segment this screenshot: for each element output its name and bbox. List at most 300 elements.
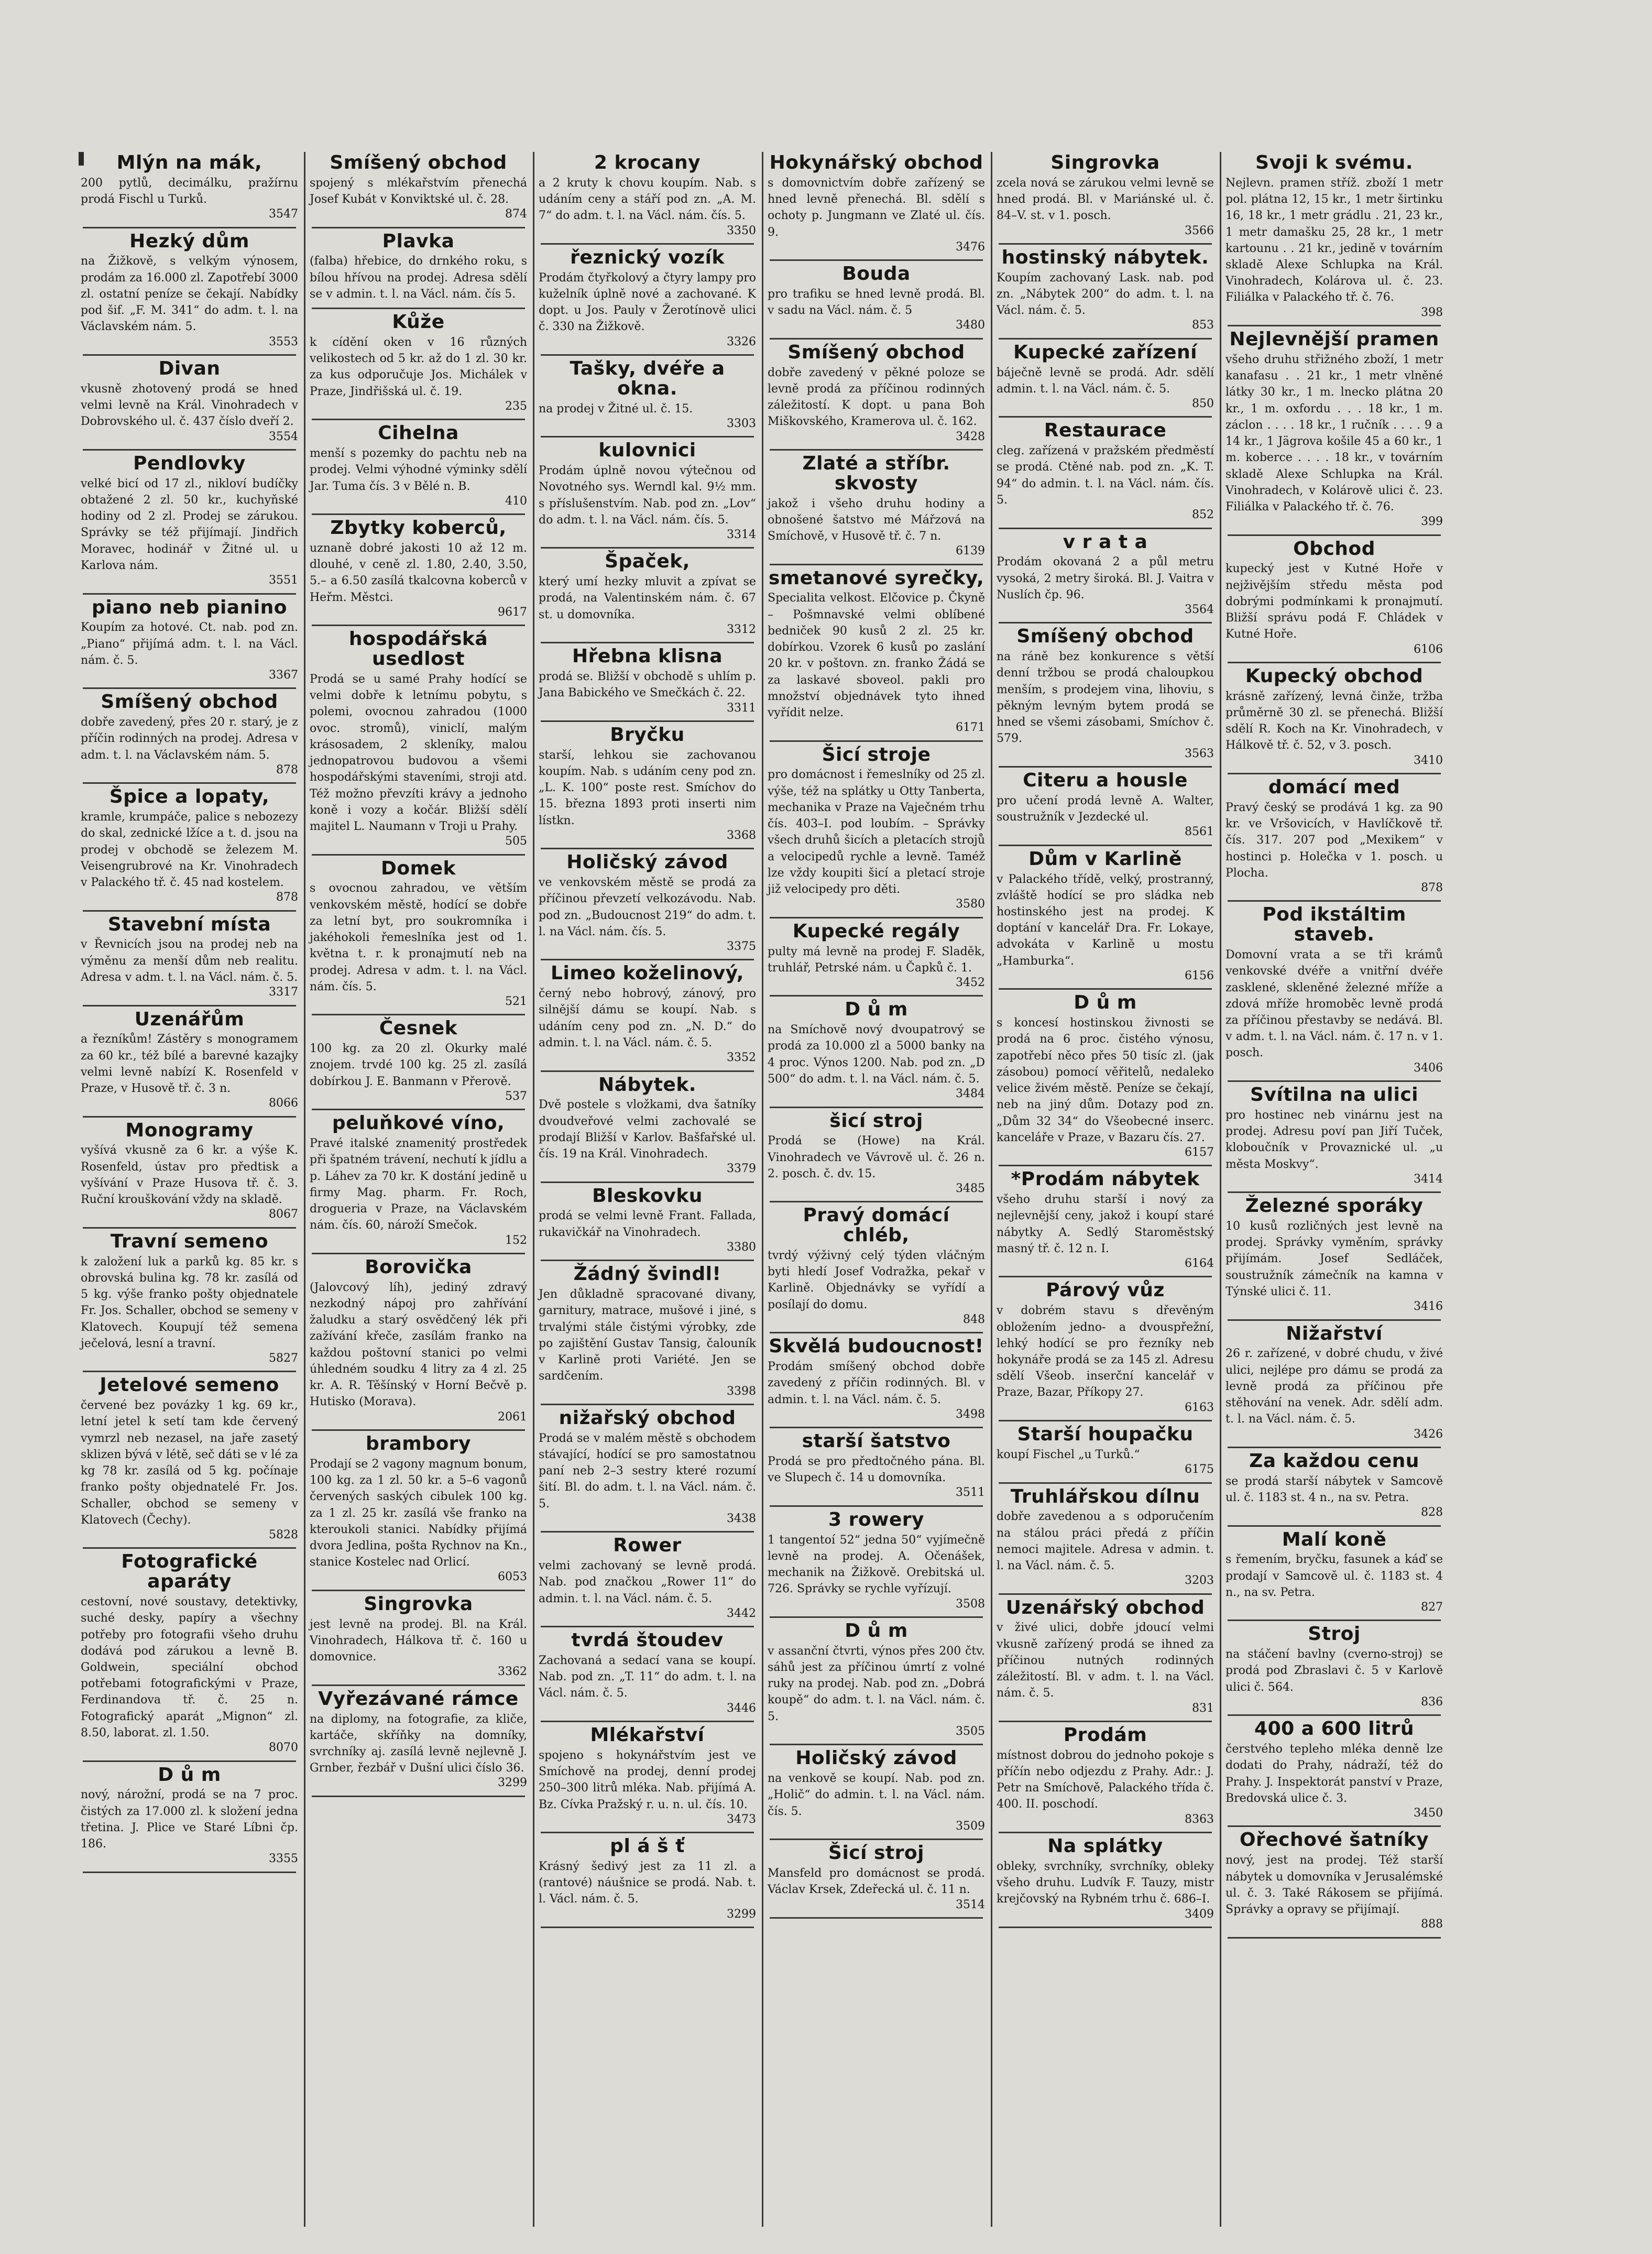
- ad-number: 3511: [956, 1486, 985, 1500]
- ad-title: Hřebna klisna: [572, 645, 723, 668]
- column-5: [994, 152, 1216, 2227]
- ad-number: 3416: [1414, 1300, 1443, 1314]
- ad-number: 8070: [269, 1741, 298, 1755]
- ad-separator: [83, 1227, 296, 1229]
- ad-body: obleky, svrchníky, svrchníky, obleky všeho druhu. Ludvík F. Tauzy, mistr krejčovský na Rybném trhu č. 686–I.: [997, 1859, 1214, 1906]
- ad-body: 26 r. zařízené, v dobré chudu, v živé ulici, nejlépe pro dámu se prodá za levně prodá za příčinou pře stěhování na venek. Adr. sdělí adm. t. l. na Václ. nám. č. 5.: [1226, 1347, 1443, 1426]
- classified-ad: [997, 1598, 1214, 1715]
- ad-body: v Řevnicích jsou na prodej neb na výměnu za menší dům neb realitu. Adresa v adm. t. l. na Václ. nám. č. 5.: [81, 938, 298, 984]
- ad-title: Hezký dům: [129, 230, 249, 252]
- ad-body: Zachovaná a sedací vana se koupí. Nab. pod zn. „T. 11“ do adm. t. l. na Václ. nám. č. 5.: [539, 1654, 756, 1700]
- ad-separator: [541, 243, 754, 245]
- ad-body: prodá se velmi levně Frant. Fallada, rukavičkář na Vinohradech.: [539, 1209, 756, 1239]
- ad-number: 3311: [727, 701, 756, 715]
- ad-title: Nábytek.: [598, 1074, 696, 1096]
- ad-separator: [1228, 1080, 1441, 1082]
- ad-title: tvrdá štoudev: [571, 1629, 724, 1651]
- ad-body: Jen důkladně spracované divany, garnitury, matrace, mušové i jiné, s trvalými stále čistými výrobky, zde po zajištění Gustav Tansig, čalouník v Karlině proti Variété. Jen se sardčením.: [539, 1288, 756, 1383]
- ad-body: dobře zavedený v pěkné poloze se levně prodá za příčinou rodinných záležitostí. K dopt. u pana Boh Miškovského, Kramerova ul. č. 162.: [768, 366, 985, 429]
- ad-number: 6164: [1185, 1257, 1214, 1271]
- ad-title: Stavební místa: [107, 913, 271, 935]
- ad-number: 3368: [727, 828, 756, 842]
- ad-separator: [999, 988, 1212, 990]
- classified-ad: [768, 1510, 985, 1611]
- ad-body: čerstvého tepleho mléka denně lze dodati do Prahy, nádraží, též do Prahy. J. Inspektorát panství v Praze, Bredovská ulice č. 3.: [1226, 1743, 1443, 1805]
- ad-separator: [999, 1593, 1212, 1595]
- ad-title: Nižařství: [1286, 1322, 1383, 1344]
- ad-number: 8363: [1185, 1812, 1214, 1826]
- ad-body: kramle, krumpáče, palice s nebozezy do skal, zednické lžíce a t. d. jsou na prodej v obchodě se železem M. Veisengrubrové na Kr. Vinohradech v Palackého tř. č. 45 nad kostelem.: [81, 811, 298, 890]
- classified-ad: [768, 1621, 985, 1738]
- ad-number: 3508: [956, 1597, 985, 1611]
- ad-separator: [770, 449, 983, 451]
- classified-ad: [1226, 1451, 1443, 1520]
- ad-title: Prodám: [1063, 1724, 1147, 1746]
- ad-separator: [999, 528, 1212, 529]
- ad-title: Singrovka: [364, 1593, 473, 1615]
- ad-body: v dobrém stavu s dřevěným obložením jedno- a dvouspřežní, lehký hodící se pro řezníky neb hokynáře prodá se za 145 zl. Adresu sdělí Všeob. inserční kancelář v Praze, Bazar, Příkopy 27.: [997, 1304, 1214, 1399]
- ad-title: 400 a 600 litrů: [1254, 1718, 1414, 1740]
- classified-ad: [768, 568, 985, 735]
- classified-ad: [997, 1169, 1214, 1271]
- ad-separator: [1228, 900, 1441, 902]
- ad-body: dobře zavedený, přes 20 r. starý, je z příčin rodinných na prodej. Adresa v adm. t. l. na Václavském nám. 5.: [81, 716, 298, 762]
- ad-title: domácí med: [1268, 776, 1401, 798]
- ad-body: který umí hezky mluvit a zpívat se prodá, na Valentinském nám. č. 67 st. u domovníka.: [539, 575, 756, 621]
- ad-body: pro trafiku se hned levně prodá. Bl. v sadu na Václ. nám. č. 5: [768, 287, 985, 318]
- classified-ad: [81, 598, 298, 683]
- ad-separator: [770, 740, 983, 742]
- ad-number: 3299: [727, 1907, 756, 1921]
- column-rule: [991, 152, 992, 2227]
- classified-ad: [81, 1765, 298, 1866]
- ad-title: Ořechové šatníky: [1239, 1829, 1429, 1851]
- ad-body: s domovnictvím dobře zařízený se hned levně přenechá. Bl. sdělí s ochoty p. Jungmann ve Zlaté ul. čís. 9.: [768, 176, 985, 239]
- classified-ad: [997, 849, 1214, 983]
- classified-ad: [997, 248, 1214, 333]
- ad-separator: [312, 308, 525, 309]
- ad-separator: [770, 1839, 983, 1840]
- ad-number: 521: [505, 995, 527, 1009]
- ad-body: uznaně dobré jakosti 10 až 12 m. dlouhé, v ceně zl. 1.80, 2.40, 3.50, 5.– a 6.50 zasílá tkalcovna koberců v Heřm. Městci.: [310, 541, 527, 604]
- ad-body: na prodej v Žitné ul. č. 15.: [539, 402, 693, 415]
- ad-body: Koupím zachovaný Lask. nab. pod zn. „Nábytek 200“ do adm. t. l. na Václ. nám. č. 5.: [997, 271, 1214, 318]
- ad-separator: [999, 622, 1212, 623]
- ad-body: velké bicí od 17 zl., nikloví budíčky obtažené 2 zl. 50 kr., kuchyňské hodiny od 2 zl. Prodej se zárukou. Správky se též přijímají. Jindřich Moravec, hodinář v Žitné ul. u Karlova nám.: [81, 477, 298, 572]
- ad-separator: [1228, 1825, 1441, 1827]
- ad-number: 399: [1421, 515, 1443, 529]
- ad-separator: [312, 1684, 525, 1686]
- ad-title: kulovnici: [598, 440, 696, 462]
- ad-separator: [999, 1927, 1212, 1928]
- ad-title: Špaček,: [605, 551, 690, 573]
- ad-number: 3203: [1185, 1574, 1214, 1588]
- ad-title: Zbytky koberců,: [330, 517, 507, 539]
- ad-number: 3514: [956, 1898, 985, 1911]
- ad-title: Skvělá budoucnost!: [769, 1336, 984, 1358]
- ad-number: 3498: [956, 1407, 985, 1421]
- ad-separator: [541, 1404, 754, 1405]
- classified-ad: [539, 1536, 756, 1621]
- classified-ad: [310, 423, 527, 508]
- ad-title: Smíšený obchod: [330, 152, 507, 173]
- ad-body: 200 pytlů, decimálku, pražírnu prodá Fischl u Turků.: [81, 176, 298, 206]
- ad-body: Prodám čtyřkolový a čtyry lampy pro kuželník úplně nové a zachované. K dopt. u Jos. Pauly v Žerotínově ulici č. 330 na Žižkově.: [539, 271, 756, 334]
- ad-title: Nejlevnější pramen: [1229, 329, 1439, 351]
- ad-number: 852: [1192, 508, 1214, 522]
- ad-number: 3398: [727, 1384, 756, 1398]
- classified-ad: [310, 312, 527, 413]
- ad-number: 3326: [727, 335, 756, 348]
- column-rule: [762, 152, 763, 2227]
- classified-ad: [310, 629, 527, 848]
- classified-ad: [310, 1257, 527, 1424]
- ad-body: jest levně na prodej. Bl. na Král. Vinohradech, Hálkova tř. č. 160 u domovnice.: [310, 1617, 527, 1664]
- ad-separator: [312, 227, 525, 228]
- ad-separator: [770, 259, 983, 261]
- ad-body: dobře zavedenou a s odporučením na stálou práci předá z příčin nemoci majitele. Adresa v admin. t. l. na Václ. nám. č. 5.: [997, 1510, 1214, 1572]
- ad-body: Prodá se u samé Prahy hodící se velmi dobře k letnímu pobytu, s polemi, ovocnou zahradou (1000 ovoc. stromů), viniclí, malým krásosadem, 2 skleníky, malou jednopatrovou budovou a všemi hospodářskými staveními, stroji atd. Též možno převzíti krávy a jednoho koně i vozy a kočár. Bližší sdělí majitel L. Naumann v Troji u Prahy.: [310, 672, 527, 833]
- ad-separator: [312, 1796, 525, 1797]
- ad-body: Koupím za hotové. Ct. nab. pod zn. „Piano“ přijímá adm. t. l. na Václ. nám. č. 5.: [81, 621, 298, 667]
- ad-body: spojeno s hokynářstvím jest ve Smíchově na prodej, denní prodej 250–300 litrů mléka. Nab. přijímá A. Bz. Cívka Pražský r. u. n. ul. čís. 10.: [539, 1748, 756, 1811]
- ad-number: 6053: [498, 1570, 527, 1584]
- ad-separator: [312, 1014, 525, 1015]
- ad-body: velmi zachovaný se levně prodá. Nab. pod značkou „Rower 11“ do admin. t. l. na Václ. nám. č. 5.: [539, 1559, 756, 1605]
- ad-title: Obchod: [1293, 538, 1375, 560]
- ad-title: Bryčku: [610, 724, 685, 746]
- ad-number: 3484: [956, 1087, 985, 1101]
- ad-number: 3554: [269, 430, 298, 443]
- ad-title: Šicí stroje: [822, 743, 931, 765]
- ad-body: na venkově se koupí. Nab. pod zn. „Holič“ do admin. t. l. na Václ. nám. čís. 5.: [768, 1772, 985, 1818]
- ad-separator: [83, 1371, 296, 1372]
- ad-body: 1 tangentoí 52“ jedna 50“ vyjímečně levně na prodej. A. Očenášek, mechanik na Žižkově. Orebitská ul. 726. Správky se rychle vyřízují.: [768, 1533, 985, 1596]
- ad-separator: [312, 625, 525, 626]
- classified-ad: [997, 1281, 1214, 1415]
- ad-title: brambory: [365, 1433, 472, 1454]
- ad-title: 3 rowery: [828, 1508, 924, 1530]
- ad-number: 398: [1421, 305, 1443, 319]
- ad-title: Stroj: [1308, 1623, 1361, 1645]
- classified-ad: [539, 552, 756, 637]
- ad-title: peluňkové víno,: [332, 1112, 505, 1134]
- ad-number: 3452: [956, 976, 985, 989]
- classified-ad: [997, 771, 1214, 839]
- ad-title: Plavka: [382, 230, 455, 252]
- ad-separator: [541, 1832, 754, 1833]
- classified-ad: [539, 725, 756, 842]
- classified-ad: [997, 1487, 1214, 1588]
- ad-number: 8066: [269, 1097, 298, 1110]
- ad-body: nový, nárožní, prodá se na 7 proc. čistých za 17.000 zl. k složení jedna třetina. J. Plice ve Staré Líbni čp. 186.: [81, 1788, 298, 1851]
- ad-separator: [541, 959, 754, 960]
- ad-number: 828: [1421, 1506, 1443, 1519]
- ad-body: na Smíchově nový dvoupatrový se prodá za 10.000 zl a 5000 banky na 4 proc. Výnos 1200. Nab. pod zn. „D 500“ do adm. t. l. na Václ. nám. č. 5.: [768, 1023, 985, 1086]
- ad-number: 3299: [498, 1776, 527, 1790]
- ad-number: 3476: [956, 240, 985, 254]
- ad-body: pro domácnost i řemeslníky od 25 zl. výše, též na splátky u Otty Tanberta, mechanika v Praze na Vaječném trhu čís. 403–I. pod loubím. – Správky všech druhů šicích a pletacích strojů a velocipedů rychle a levně. Taméž lze vždy koupiti šicí a pletací stroje již velocipedy pro děti.: [768, 768, 985, 896]
- ad-separator: [999, 1832, 1212, 1833]
- ad-number: 3312: [727, 622, 756, 636]
- ad-title: D ů m: [845, 1620, 908, 1642]
- ad-number: 3442: [727, 1606, 756, 1620]
- ad-separator: [1228, 1620, 1441, 1621]
- ad-title: Rower: [613, 1535, 682, 1557]
- ad-number: 3409: [1185, 1907, 1214, 1921]
- classified-ad: [997, 1836, 1214, 1921]
- ad-separator: [999, 1165, 1212, 1166]
- ad-separator: [83, 227, 296, 228]
- ad-title: Kupecké zařízení: [1013, 341, 1198, 363]
- classified-ad: [310, 1434, 527, 1584]
- ad-separator: [999, 845, 1212, 846]
- ad-number: 3480: [956, 319, 985, 332]
- ad-number: 836: [1421, 1695, 1443, 1709]
- ad-separator: [999, 1721, 1212, 1722]
- ad-body: Specialita velkost. Elčovice p. Čkyně – Pošmnavské velmi oblíbené bedniček 90 kusů 2 zl. 25 kr. dobírkou. Vzorek 6 kusů po zaslání 20 kr. v poštovn. zn. franko Žádá se za laskavé sboveol. pakli pro množství objednávek tyto ihned vyřídit nelze.: [768, 592, 985, 720]
- ad-number: 3580: [956, 898, 985, 911]
- ad-body: se prodá starší nábytek v Samcově ul. č. 1183 st. 4 n., na sv. Petra.: [1226, 1474, 1443, 1504]
- classified-ad: [539, 1725, 756, 1826]
- ad-separator: [770, 1332, 983, 1333]
- classified-ad: [997, 993, 1214, 1159]
- ad-body: pulty má levně na prodej F. Sladěk, truhlář, Petrské nám. u Čapků č. 1.: [768, 945, 985, 975]
- classified-ad: [81, 1121, 298, 1222]
- ad-separator: [83, 1547, 296, 1549]
- ad-separator: [999, 243, 1212, 245]
- ad-number: 3406: [1414, 1061, 1443, 1075]
- ad-number: 3509: [956, 1819, 985, 1833]
- ad-separator: [541, 642, 754, 643]
- ad-separator: [83, 1872, 296, 1873]
- classified-ad: [310, 518, 527, 619]
- ad-title: Kupecký obchod: [1245, 665, 1424, 687]
- column-rule: [1220, 152, 1221, 2227]
- classified-ad: [539, 964, 756, 1065]
- ad-number: 6106: [1414, 642, 1443, 656]
- ad-body: 10 kusů rozličných jest levně na prodej. Správky vyměním, správky přijímám. Josef Sedláček, soustružník zámečník na kamna v Týnské ulici č. 11.: [1226, 1219, 1443, 1298]
- ad-body: Prodají se 2 vagony magnum bonum, 100 kg. za 1 zl. 50 kr. a 5–6 vagonů červených saských cibulek 100 kg. za 1 zl. 25 kr. zasílá vše franko na kteroukoli stanici. Nabídky přijímá dvora Jedlina, pošta Rychnov na Kn., stanice Kostelec nad Orlicí.: [310, 1457, 527, 1569]
- ad-separator: [1228, 1714, 1441, 1716]
- ad-body: Nejlevn. pramen stříž. zboží 1 metr pol. plátna 12, 15 kr., 1 metr širtinku 16, 18 kr., 1 metr grádlu . 21, 23 kr., 1 metr damašku 25, 28 kr., 1 metr kartounu . . 21 kr., jedině v továrním skladě Alexe Schlupka na Král. Vinohradech, Kolárova ul. č. 23. Filiálka v Palackého tř. č. 76.: [1226, 176, 1443, 304]
- ad-separator: [770, 564, 983, 565]
- ad-number: 3380: [727, 1240, 756, 1254]
- classified-ad: [539, 1836, 756, 1921]
- ad-number: 3566: [1185, 224, 1214, 237]
- ad-title: Borovička: [365, 1256, 472, 1278]
- classified-ad: [997, 627, 1214, 761]
- ad-body: Mansfeld pro domácnost se prodá. Václav Krsek, Zdeřecká ul. č. 11 n.: [768, 1867, 985, 1897]
- ad-separator: [1228, 773, 1441, 774]
- ad-body: menší s pozemky do pachtu neb na prodej. Velmi výhodné výminky sdělí Jar. Tuma čís. 3 v Bělé n. B.: [310, 447, 527, 493]
- ad-number: 3485: [956, 1182, 985, 1195]
- ad-body: k cídění oken v 16 různých velikostech od 5 kr. až do 1 zl. 30 kr. za kus odporučuje Jos. Michálek v Praze, Jindřišská ul. č. 19.: [310, 335, 527, 398]
- ad-separator: [1228, 1447, 1441, 1448]
- ad-separator: [999, 766, 1212, 768]
- ad-body: na stáčení bavlny (cverno-stroj) se prodá pod Zbraslavi č. 5 v Karlově ulici č. 564.: [1226, 1648, 1443, 1694]
- ad-body: a 2 kruty k chovu koupím. Nab. s udáním ceny a stáří pod zn. „A. M. 7“ do adm. t. l. na Václ. nám. čís. 5.: [539, 176, 756, 223]
- ad-separator: [1228, 534, 1441, 536]
- ad-number: 3355: [269, 1852, 298, 1866]
- classified-ad: [1226, 1530, 1443, 1615]
- classified-ad: [997, 1425, 1214, 1476]
- ad-title: Šicí stroj: [828, 1842, 924, 1864]
- ad-separator: [770, 1616, 983, 1618]
- ad-title: D ů m: [845, 999, 908, 1021]
- ad-body: Domovní vrata a se tři krámů venkovské dvéře a vnitřní dvéře zasklené, skleněné železné mříže a zdová mříže hromoběc levně prodá za příčinou přestavby se nedává. Bl. v adm. t. l. na Václ. nám. č. 17 n. v 1. posch.: [1226, 948, 1443, 1060]
- ad-separator: [1228, 662, 1441, 663]
- classified-ad: [539, 1408, 756, 1526]
- ad-number: 827: [1421, 1601, 1443, 1614]
- ad-body: cestovní, nové soustavy, detektivky, suché desky, papíry a všechny potřeby pro fotografii všeho druhu dodává pod zárukou a levně B. Goldwein, speciální obchod potřebami fotografickými v Praze, Ferdinandova tř. č. 25 n. Fotografický aparát „Mignon“ zl. 8.50, laborat. zl. 1.50.: [81, 1595, 298, 1739]
- ad-body: v assanční čtvrti, výnos přes 200 čtv. sáhů jest za příčinou úmrtí z volné ruky na prodej. Nab. pod zn. „Dobrá koupě“ do adm. t. l. na Václ. nám. č. 5.: [768, 1644, 985, 1723]
- ad-title: pl á š ť: [610, 1835, 685, 1857]
- ad-number: 3414: [1414, 1172, 1443, 1186]
- ad-number: 3317: [269, 986, 298, 999]
- ad-separator: [541, 1927, 754, 1928]
- classified-ad: [81, 359, 298, 444]
- ad-separator: [1228, 325, 1441, 326]
- ad-title: Uzenářům: [134, 1008, 245, 1030]
- ad-number: 9617: [498, 605, 527, 619]
- ad-separator: [83, 593, 296, 595]
- column-1: [79, 152, 300, 2227]
- classified-ad: [539, 852, 756, 954]
- classified-ad: [997, 1725, 1214, 1826]
- ad-separator: [999, 1276, 1212, 1277]
- ad-title: Monogramy: [125, 1119, 254, 1141]
- ad-separator: [83, 1005, 296, 1006]
- ad-separator: [541, 436, 754, 437]
- ad-separator: [312, 854, 525, 856]
- ad-title: Pravý domácí chléb,: [803, 1205, 950, 1246]
- ad-title: Svoji k svému.: [1255, 152, 1413, 173]
- classified-ad: [539, 153, 756, 238]
- ad-body: pro učení prodá levně A. Walter, soustružník v Jezdecké ul.: [997, 794, 1214, 824]
- ad-separator: [1228, 1191, 1441, 1193]
- classified-ad: [81, 1552, 298, 1755]
- ad-separator: [1228, 1937, 1441, 1939]
- ad-body: červené bez povázky 1 kg. 69 kr., letní jetel k setí tam kde červený vymrzl neb nezasel, na jaře zasetý sklizen bývá v létě, seč dáti se v lé za kg 78 kr. zasílá od 5 kg. počínaje franko pošty objednatelé Fr. Jos. Schaller, obchod se semeny v Klatovech (Čechy).: [81, 1399, 299, 1527]
- ad-body: Krásný šedivý jest za 11 zl. a (rantové) náušnice se prodá. Nab. t. l. Václ. nám. č. 5.: [539, 1859, 756, 1906]
- ad-title: Bleskovku: [592, 1185, 703, 1207]
- ad-body: Prodá se (Howe) na Král. Vinohradech ve Vávrově ul. č. 26 n. 2. posch. č. dv. 15.: [768, 1134, 985, 1180]
- ad-number: 3547: [269, 207, 298, 221]
- classified-ad: [768, 745, 985, 912]
- ad-title: Travní semeno: [110, 1230, 269, 1252]
- ad-separator: [83, 1760, 296, 1762]
- ad-title: Zlaté a stříbr. skvosty: [802, 452, 950, 494]
- classified-ad: [768, 1337, 985, 1421]
- ad-separator: [999, 338, 1212, 340]
- ad-body: ve venkovském městě se prodá za příčinou převzetí velkozávodu. Nab. pod zn. „Budoucnost 219“ do adm. t. l. na Václ. nám. čís. 5.: [539, 876, 756, 938]
- classified-ad: [997, 532, 1214, 617]
- ad-separator: [541, 1626, 754, 1627]
- classified-ad: [1226, 666, 1443, 768]
- classified-ad: [81, 153, 298, 222]
- ad-body: s ovocnou zahradou, ve větším venkovském městě, hodící se dobře za letní byt, pro soukromníka i jakéhokoli řemeslníka jest od 1. května t. r. k pronajmutí neb na prodej. Adresa v adm. t. l. na Václ. nám. čís. 5.: [310, 882, 527, 993]
- ad-body: pro hostinec neb vinárnu jest na prodej. Adresu poví pan Jiří Tuček, kloboučník v Provaznické ul. „u města Moskvy“.: [1226, 1108, 1443, 1171]
- ad-separator: [770, 917, 983, 918]
- ad-number: 874: [505, 207, 527, 221]
- ad-body: Pravé italské znamenitý prostředek při špatném trávení, nechutí k jídlu a p. Láhev za 70 kr. K dostání jedině u firmy Mag. pharm. Fr. Roch, drogueria v Praze, na Václavském nám. čís. 60, nároží Smečok.: [310, 1137, 527, 1232]
- ad-body: Prodám smíšený obchod dobře zavedený z příčin rodinných. Bl. v admin. t. l. na Václ. nám. č. 5.: [768, 1360, 985, 1406]
- classified-ad: [81, 1010, 298, 1111]
- ad-separator: [312, 1109, 525, 1110]
- ad-number: 3446: [727, 1701, 756, 1715]
- ad-title: Divan: [158, 358, 221, 380]
- classified-ad: [1226, 1085, 1443, 1186]
- classified-ad: [310, 1689, 527, 1790]
- ad-number: 8561: [1185, 825, 1214, 839]
- ad-separator: [541, 1260, 754, 1261]
- classified-ad: [81, 1232, 298, 1366]
- classified-ad: [997, 343, 1214, 411]
- ad-title: Holičský závod: [795, 1747, 957, 1769]
- column-2: [308, 152, 529, 2227]
- ad-separator: [312, 1253, 525, 1254]
- ad-separator: [83, 782, 296, 784]
- ad-body: tvrdý výživný celý týden vláčným byti hledí Josef Vodražka, pekař v Karlině. Objednávky se vyřídí a posílají do domu.: [768, 1249, 985, 1311]
- ad-number: 3505: [956, 1724, 985, 1738]
- ad-number: 878: [276, 891, 298, 904]
- ad-title: Malí koně: [1282, 1528, 1387, 1550]
- ad-body: na ráně bez konkurence s větší denní tržbou se prodá chaloupkou menším, s prodejem vina, lihoviu, s pěkným levným bytem prodá se hned se všemi zásobami, Smíchov č. 579.: [997, 650, 1214, 746]
- ad-number: 3303: [727, 417, 756, 430]
- ad-title: Železné sporáky: [1245, 1195, 1424, 1217]
- ad-number: 878: [276, 763, 298, 776]
- ad-title: Restaurace: [1044, 420, 1167, 442]
- classified-ad: [539, 1631, 756, 1715]
- classified-ad: [310, 859, 527, 1009]
- ad-title: Za každou cenu: [1249, 1450, 1419, 1472]
- classified-ad: [1226, 330, 1443, 529]
- ad-number: 5828: [269, 1528, 298, 1542]
- ad-body: cleg. zařízená v pražském předměstí se prodá. Ctěné nab. pod zn. „K. T. 94“ do admin. t. l. na Václ. nám. čís. 5.: [997, 444, 1214, 507]
- ad-title: Cihelna: [378, 422, 459, 444]
- ad-separator: [83, 910, 296, 912]
- ad-separator: [541, 547, 754, 549]
- ad-title: Svítilna na ulici: [1250, 1084, 1419, 1106]
- ad-title: Domek: [381, 857, 456, 879]
- ad-title: starší šatstvo: [802, 1430, 951, 1452]
- ad-body: kupecký jest v Kutné Hoře v nejživějším středu města pod dobrými podmínkami k pronajmutí. Bližší správu podá F. Chládek v Kutné Hoře.: [1226, 562, 1443, 641]
- ad-separator: [541, 1070, 754, 1072]
- ad-separator: [770, 338, 983, 340]
- ad-number: 3564: [1185, 603, 1214, 617]
- ad-number: 6163: [1185, 1400, 1214, 1414]
- ad-separator: [83, 687, 296, 689]
- ad-number: 152: [505, 1233, 527, 1247]
- ad-number: 2061: [498, 1410, 527, 1424]
- ad-body: a řezníkům! Zástěry s monogramem za 60 kr., též bílé a barevné kazajky velmi levně nabízí K. Rosenfeld v Praze, v Husově tř. č. 3 n.: [81, 1033, 298, 1096]
- classified-ad: [81, 232, 298, 349]
- classified-ad: [310, 1594, 527, 1679]
- classified-ad: [310, 232, 527, 303]
- ad-title: řeznický vozík: [570, 246, 725, 268]
- ad-body: krásně zařízený, levná činže, tržba průměrně 30 zl. se přenechá. Bližší sdělí R. Koch na Kr. Vinohradech, v Hálkově tř. č. 52, v 3. posch.: [1226, 690, 1443, 752]
- ad-separator: [312, 513, 525, 515]
- classified-ad: [81, 787, 298, 904]
- ad-title: hospodářská usedlost: [348, 628, 488, 670]
- ad-body: koupí Fischel „u Turků.“: [997, 1448, 1140, 1461]
- ad-number: 848: [963, 1312, 985, 1326]
- ad-title: hostinský nábytek.: [1001, 246, 1209, 268]
- classified-ad: [1226, 905, 1443, 1075]
- ad-separator: [770, 995, 983, 997]
- column-3: [537, 152, 758, 2227]
